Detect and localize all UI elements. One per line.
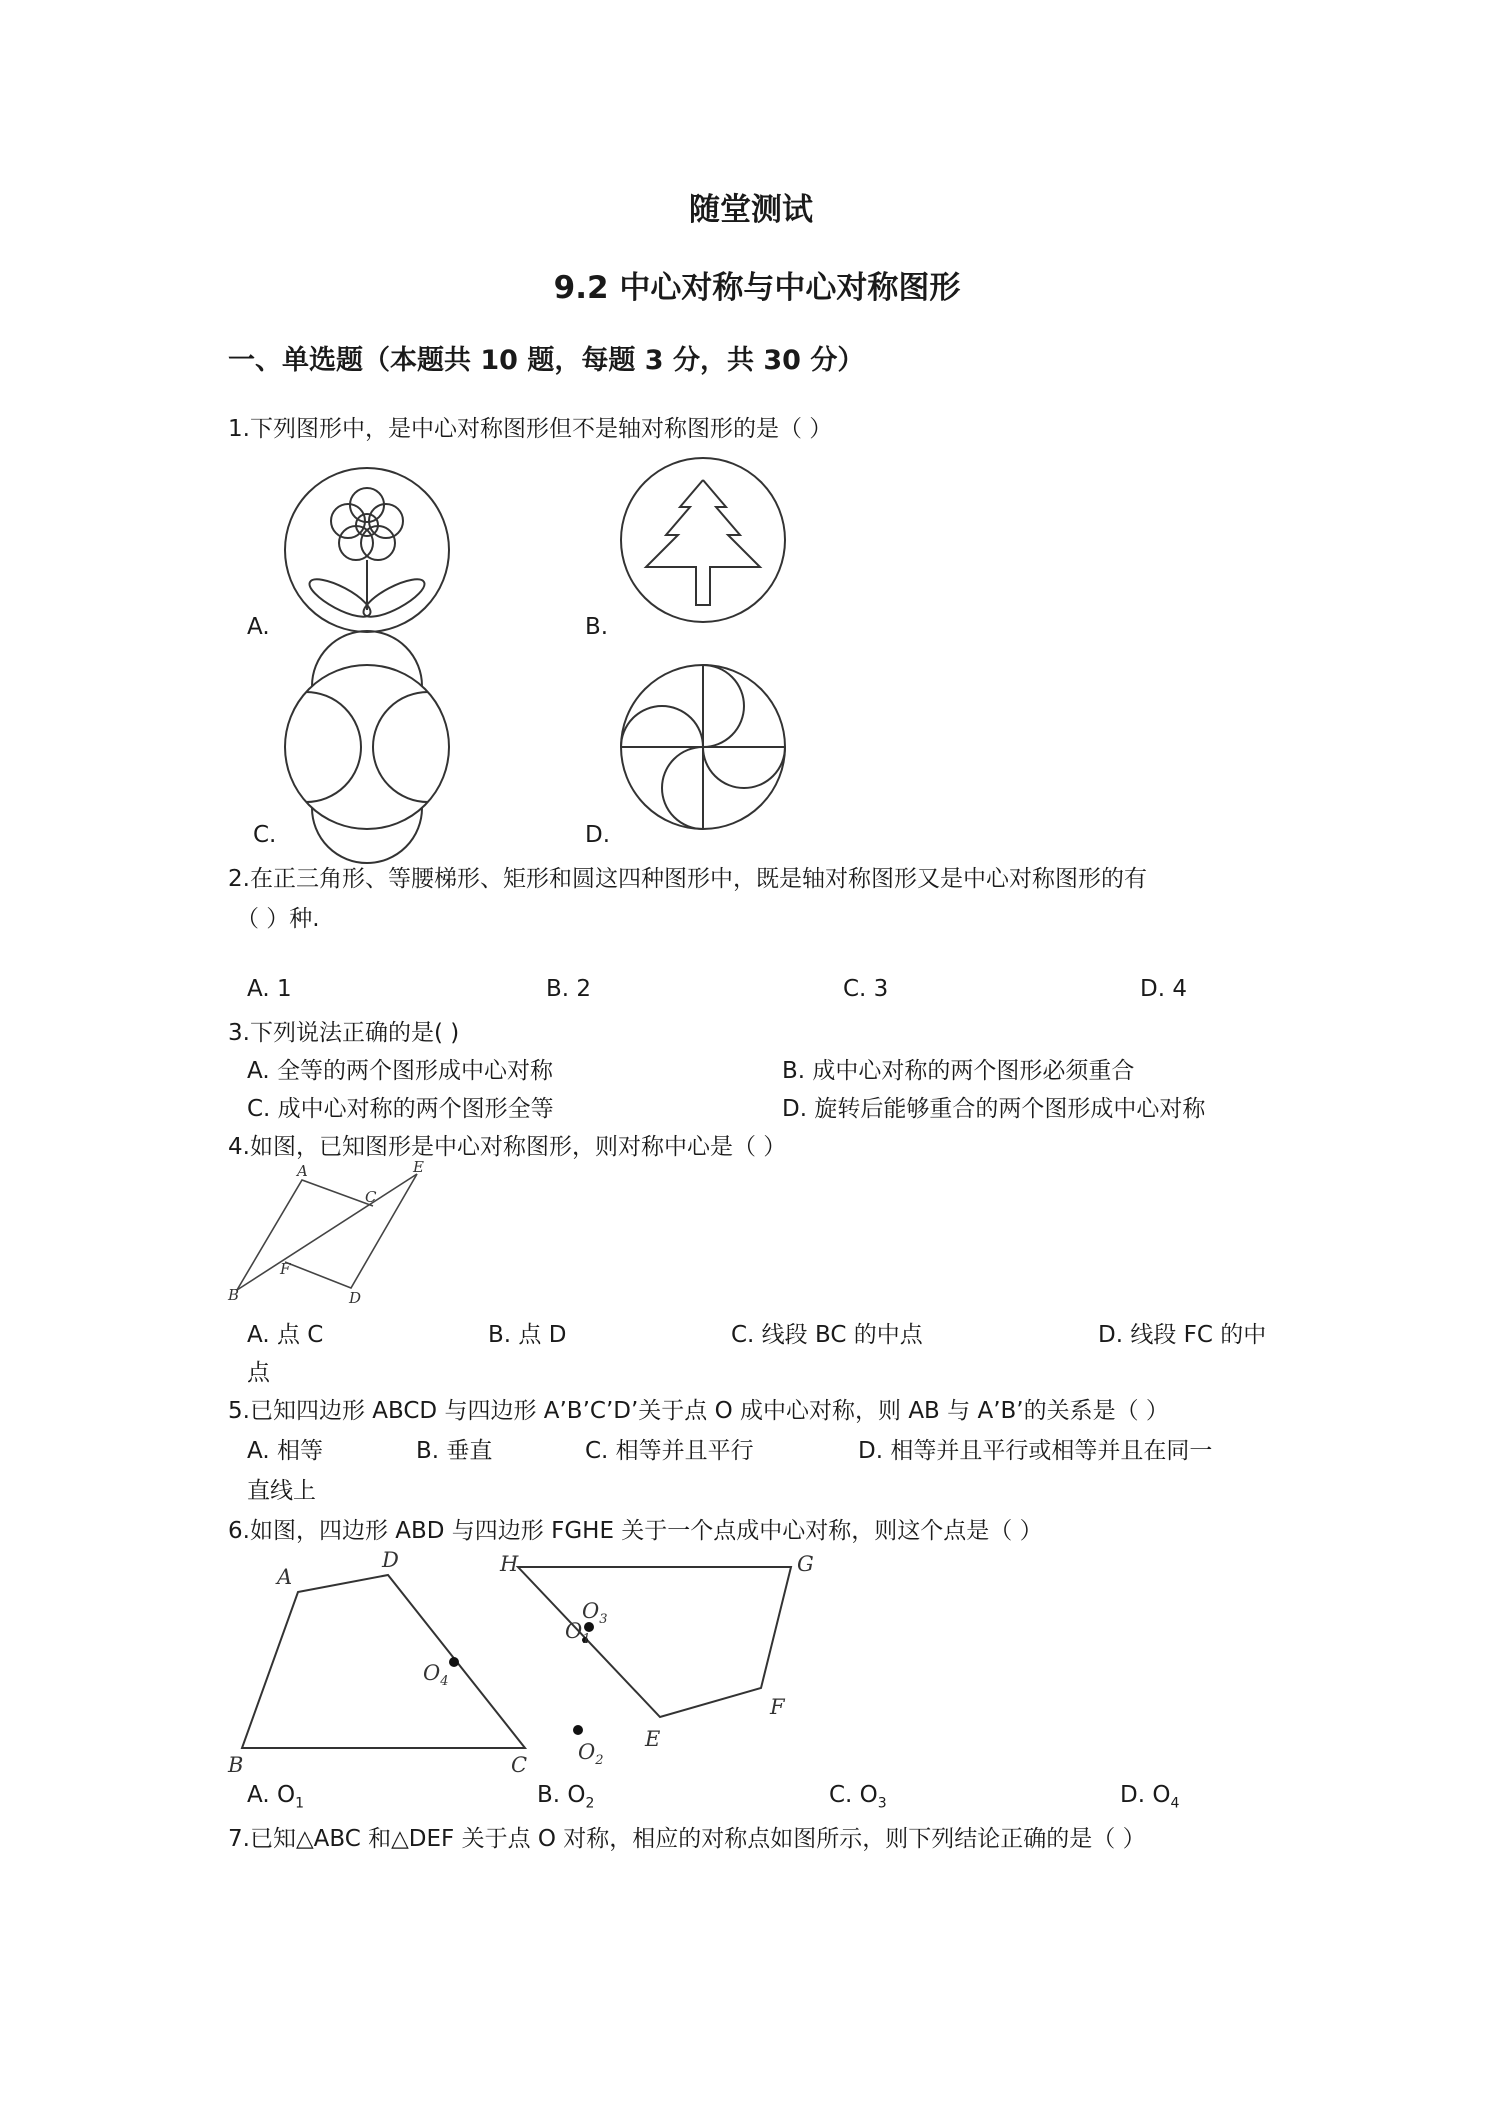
q4-option-c: C. 线段 BC 的中点 xyxy=(731,1322,923,1348)
q6-label-d: D xyxy=(382,1548,399,1572)
q2-option-c: C. 3 xyxy=(843,976,889,1002)
q3-option-b: B. 成中心对称的两个图形必须重合 xyxy=(782,1058,1135,1084)
q5-option-a: A. 相等 xyxy=(247,1438,323,1464)
q5-option-d-wrap: 直线上 xyxy=(247,1478,316,1504)
q5-option-d: D. 相等并且平行或相等并且在同一 xyxy=(858,1438,1213,1464)
q1-option-a: A. xyxy=(247,614,270,640)
q3-option-c: C. 成中心对称的两个图形全等 xyxy=(247,1096,554,1122)
q4-label-b: B xyxy=(228,1286,240,1304)
q6-option-a: A. $O_1$ xyxy=(247,1782,304,1812)
q1-option-b: B. xyxy=(585,614,609,640)
q6-label-a: A xyxy=(277,1565,293,1589)
q6-label-e: E xyxy=(645,1727,661,1751)
outer-circle-b xyxy=(621,458,785,622)
question-3-stem: 3.下列说法正确的是( ) xyxy=(228,1020,460,1046)
q6-label-g: G xyxy=(797,1552,814,1576)
segment-e-d-f xyxy=(285,1174,417,1288)
question-4-stem: 4.如图，已知图形是中心对称图形，则对称中心是（ ） xyxy=(228,1134,787,1160)
q1-figure-d xyxy=(618,662,788,832)
point-o4 xyxy=(449,1657,459,1667)
q4-label-a: A xyxy=(297,1162,308,1180)
question-2-stem-line-2: （ ）种. xyxy=(236,906,320,932)
q4-label-d: D xyxy=(349,1289,362,1307)
question-1-stem: 1.下列图形中，是中心对称图形但不是轴对称图形的是（ ） xyxy=(228,416,833,442)
section-heading: 一、单选题（本题共 10 题，每题 3 分，共 30 分） xyxy=(228,345,865,376)
page-subtitle: 9.2 中心对称与中心对称图形 xyxy=(553,270,961,306)
q6-figure xyxy=(225,1540,835,1780)
page-title: 随堂测试 xyxy=(689,192,813,228)
point-o3 xyxy=(584,1622,594,1632)
question-7-stem: 7.已知△ABC 和△DEF 关于点 O 对称，相应的对称点如图所示，则下列结论正确的是（ ） xyxy=(228,1826,1146,1852)
q6-label-h: H xyxy=(500,1552,519,1576)
q4-option-d: D. 线段 FC 的中 xyxy=(1098,1322,1267,1348)
quadrilateral-hgfe xyxy=(518,1567,791,1717)
q6-option-d: D. $O_4$ xyxy=(1120,1782,1180,1812)
segment-b-a-c xyxy=(237,1180,373,1290)
q2-option-a: A. 1 xyxy=(247,976,292,1002)
q5-option-b: B. 垂直 xyxy=(416,1438,493,1464)
q6-label-o1: $O_1$ xyxy=(565,1619,591,1647)
q1-option-d: D. xyxy=(585,822,611,848)
question-2-stem-line-1: 2.在正三角形、等腰梯形、矩形和圆这四种图形中，既是轴对称图形又是中心对称图形的有 xyxy=(228,866,1147,892)
point-o2 xyxy=(573,1725,583,1735)
q4-figure xyxy=(225,1158,445,1307)
q2-option-d: D. 4 xyxy=(1140,976,1187,1002)
question-5-stem: 5.已知四边形 ABCD 与四边形 A’B’C’D’关于点 O 成中心对称，则 AB 与 A’B’的关系是（ ） xyxy=(228,1398,1169,1424)
q4-option-b: B. 点 D xyxy=(488,1322,567,1348)
q6-option-c: C. $O_3$ xyxy=(829,1782,887,1812)
q6-label-b: B xyxy=(228,1753,244,1777)
q4-label-f: F xyxy=(280,1260,291,1278)
q4-option-d-wrap: 点 xyxy=(247,1360,270,1386)
q6-label-o2: $O_2$ xyxy=(578,1740,604,1768)
q6-option-b: B. $O_2$ xyxy=(537,1782,595,1812)
q3-option-a: A. 全等的两个图形成中心对称 xyxy=(247,1058,553,1084)
q6-label-o3: $O_3$ xyxy=(582,1599,608,1627)
tree-icon xyxy=(646,480,760,605)
segment-b-e xyxy=(237,1174,417,1290)
q1-option-c: C. xyxy=(253,822,277,848)
q1-figure-a xyxy=(282,465,452,635)
q4-option-a: A. 点 C xyxy=(247,1322,324,1348)
q6-label-o4: $O_4$ xyxy=(423,1661,449,1689)
quadrilateral-abcd xyxy=(242,1575,525,1748)
question-6-stem: 6.如图，四边形 ABD 与四边形 FGHE 关于一个点成中心对称，则这个点是（ ） xyxy=(228,1518,1043,1544)
q4-label-e: E xyxy=(413,1158,424,1176)
q1-figure-b xyxy=(618,455,788,625)
q6-label-f: F xyxy=(770,1695,785,1719)
q4-label-c: C xyxy=(365,1188,377,1206)
q1-figure-c xyxy=(282,662,452,832)
q5-option-c: C. 相等并且平行 xyxy=(585,1438,754,1464)
q6-label-c: C xyxy=(511,1753,528,1777)
q3-option-d: D. 旋转后能够重合的两个图形成中心对称 xyxy=(782,1096,1206,1122)
q2-option-b: B. 2 xyxy=(546,976,592,1002)
